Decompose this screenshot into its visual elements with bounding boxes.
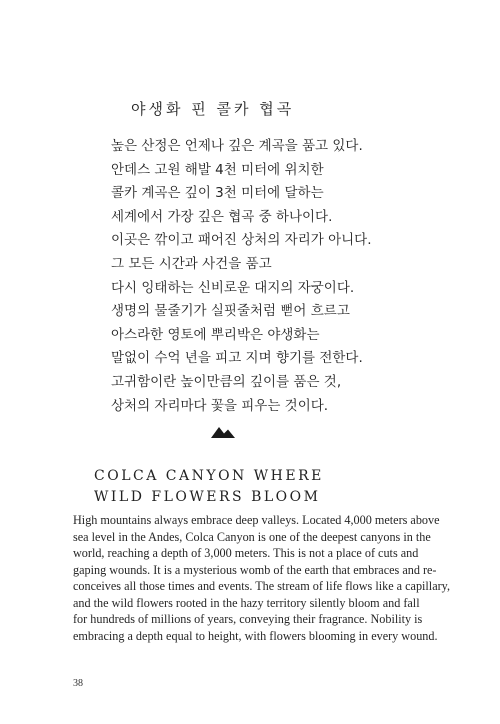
english-body-line: sea level in the Andes, Colca Canyon is one of the deepest canyons in the [73,529,431,544]
korean-poem-line: 고귀함이란 높이만큼의 깊이를 품은 것, [111,373,342,390]
mountain-icon [211,427,235,438]
english-body-line: High mountains always embrace deep valleys. Located 4,000 meters above [73,513,440,527]
korean-poem-line: 세계에서 가장 깊은 협곡 중 하나이다. [111,208,333,225]
korean-poem-line: 안데스 고원 해발 4천 미터에 위치한 [111,161,324,178]
korean-poem-line: 이곳은 깎이고 패어진 상처의 자리가 아니다. [111,232,372,249]
english-title [94,466,324,508]
korean-poem-line: 말없이 수억 년을 피고 지며 향기를 전한다. [111,350,363,367]
korean-poem [111,135,372,418]
korean-poem-line: 콜카 계곡은 깊이 3천 미터에 달하는 [111,185,324,202]
english-body-line: and the wild flowers rooted in the hazy territory silently bloom and fall [73,595,420,610]
korean-title: 야생화 핀 콜카 협곡 [131,100,295,118]
english-body-line: for hundreds of millions of years, conveying their fragrance. Nobility is [73,612,423,626]
korean-poem-line: 높은 산정은 언제나 깊은 계곡을 품고 있다. [111,138,363,154]
english-title-line: WILD FLOWERS BLOOM [94,489,321,505]
korean-poem-line: 생명의 물줄기가 실핏줄처럼 뻗어 흐르고 [111,303,350,320]
english-body [73,512,450,644]
english-body-line: gaping wounds. It is a mysterious womb of the earth that embraces and re- [73,562,437,577]
korean-poem-line: 다시 잉태하는 신비로운 대지의 자궁이다. [111,279,355,296]
korean-poem-line: 그 모든 시간과 사건을 품고 [111,255,272,272]
english-body-line: embracing a depth equal to height, with flowers blooming in every wound. [73,628,438,643]
english-title-line: COLCA CANYON WHERE [94,468,324,484]
page-number: 38 [73,678,83,689]
english-body-line: world, reaching a depth of 3,000 meters. This is not a place of cuts and [73,546,419,560]
korean-poem-line: 아스라한 영토에 뿌리박은 야생화는 [111,326,320,343]
korean-poem-line: 상처의 자리마다 꽃을 피우는 것이다. [111,397,329,414]
english-body-line: conceives all those times and events. The stream of life flows like a capillary, [73,579,451,593]
